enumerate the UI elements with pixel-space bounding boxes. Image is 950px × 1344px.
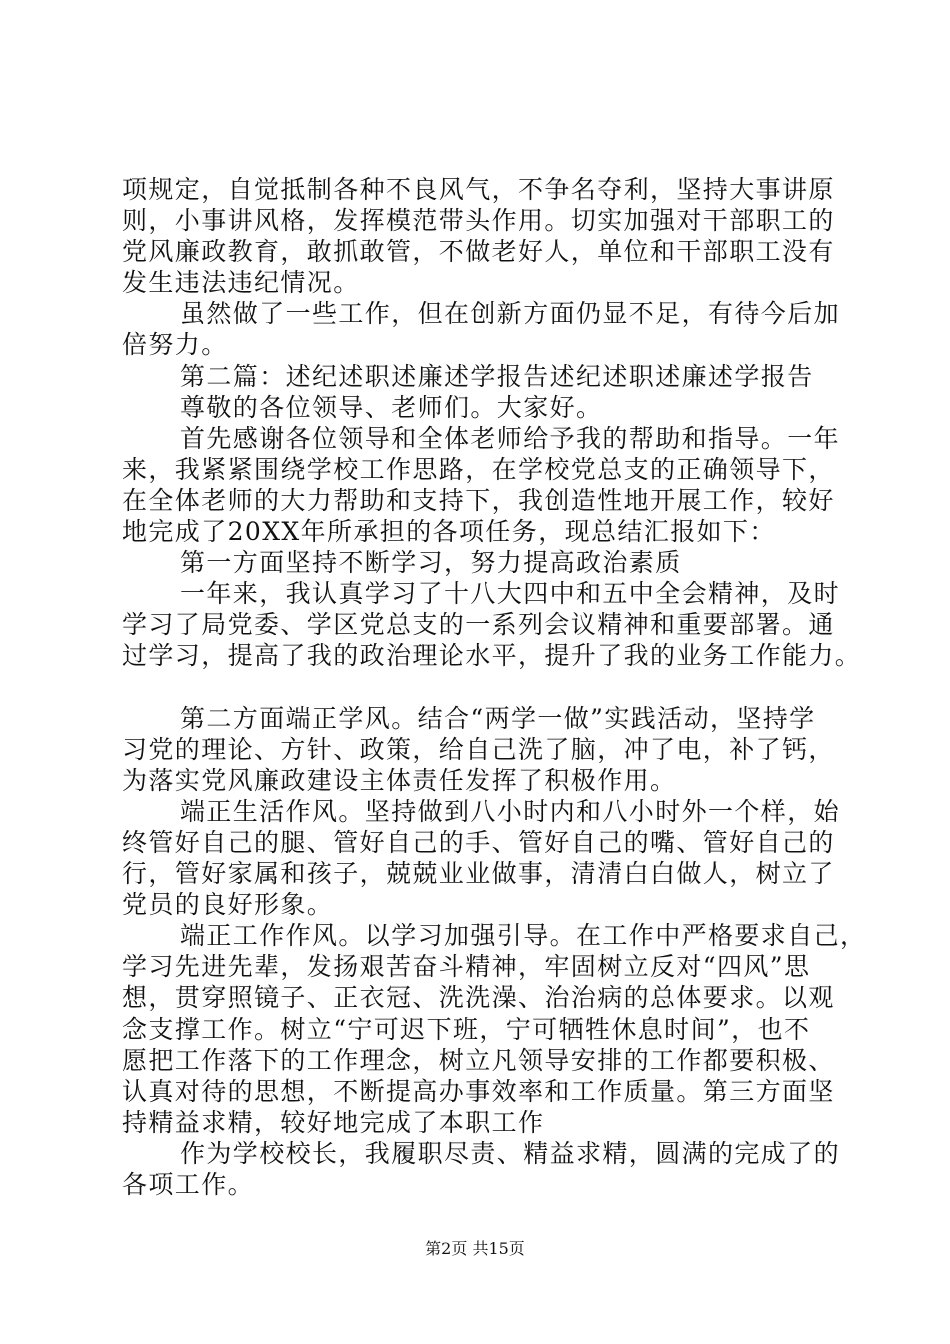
text-line: 发生违法违纪情况。	[122, 268, 360, 298]
text-line: 行，管好家属和孩子，兢兢业业做事，清清白白做人，树立了	[122, 859, 835, 889]
text-line: 虽然做了一些工作，但在创新方面仍显不足，有待今后加	[180, 299, 841, 329]
text-line: 持精益求精，较好地完成了本职工作	[122, 1107, 545, 1137]
text-line: 第一方面坚持不断学习，努力提高政治素质	[180, 548, 682, 578]
text-line: 端正生活作风。坚持做到八小时内和八小时外一个样，始	[180, 796, 841, 826]
text-line: 各项工作。	[122, 1170, 255, 1199]
text-line: 为落实党风廉政建设主体责任发挥了积极作用。	[122, 765, 677, 795]
text-line: 念支撑工作。树立“宁可迟下班，宁可牺牲休息时间”，也不	[122, 1014, 811, 1044]
text-line: 党风廉政教育，敢抓敢管，不做老好人，单位和干部职工没有	[122, 237, 835, 267]
text-line: 地完成了20XX年所承担的各项任务，现总结汇报如下：	[122, 517, 776, 547]
page-footer: 第2页 共15页	[425, 1239, 525, 1258]
text-line: 习党的理论、方针、政策，给自己洗了脑，冲了电，补了钙，	[122, 734, 835, 764]
text-line: 首先感谢各位领导和全体老师给予我的帮助和指导。一年	[180, 423, 841, 453]
text-line: 学习先进先辈，发扬艰苦奋斗精神，牢固树立反对“四风”思	[122, 952, 811, 982]
text-line: 来，我紧紧围绕学校工作思路，在学校党总支的正确领导下，	[122, 454, 835, 484]
text-line: 端正工作作风。以学习加强引导。在工作中严格要求自己，	[180, 921, 867, 951]
text-line: 项规定，自觉抵制各种不良风气，不争名夺利，坚持大事讲原	[122, 175, 835, 204]
text-line: 在全体老师的大力帮助和支持下，我创造性地开展工作，较好	[122, 485, 835, 515]
blank-line	[122, 672, 834, 703]
text-line: 倍努力。	[122, 330, 228, 360]
text-line: 作为学校校长，我履职尽责、精益求精，圆满的完成了的	[180, 1138, 841, 1168]
text-line: 终管好自己的腿、管好自己的手、管好自己的嘴、管好自己的	[122, 827, 835, 857]
document-body	[122, 174, 867, 1200]
text-line: 过学习，提高了我的政治理论水平，提升了我的业务工作能力。	[122, 641, 862, 671]
text-line: 尊敬的各位领导、老师们。大家好。	[180, 392, 603, 422]
text-line: 党员的良好形象。	[122, 890, 334, 920]
text-line: 认真对待的思想，不断提高办事效率和工作质量。第三方面坚	[122, 1076, 835, 1106]
text-line: 愿把工作落下的工作理念，树立凡领导安排的工作都要积极、	[122, 1045, 835, 1075]
text-line: 则，小事讲风格，发挥模范带头作用。切实加强对干部职工的	[122, 206, 835, 236]
text-line: 想，贯穿照镜子、正衣冠、洗洗澡、治治病的总体要求。以观	[122, 983, 835, 1013]
text-line: 第二篇：述纪述职述廉述学报告述纪述职述廉述学报告	[180, 361, 814, 391]
text-line: 学习了局党委、学区党总支的一系列会议精神和重要部署。通	[122, 610, 835, 640]
text-line: 第二方面端正学风。结合“两学一做”实践活动，坚持学	[180, 703, 816, 733]
text-line: 一年来，我认真学习了十八大四中和五中全会精神，及时	[180, 579, 841, 609]
